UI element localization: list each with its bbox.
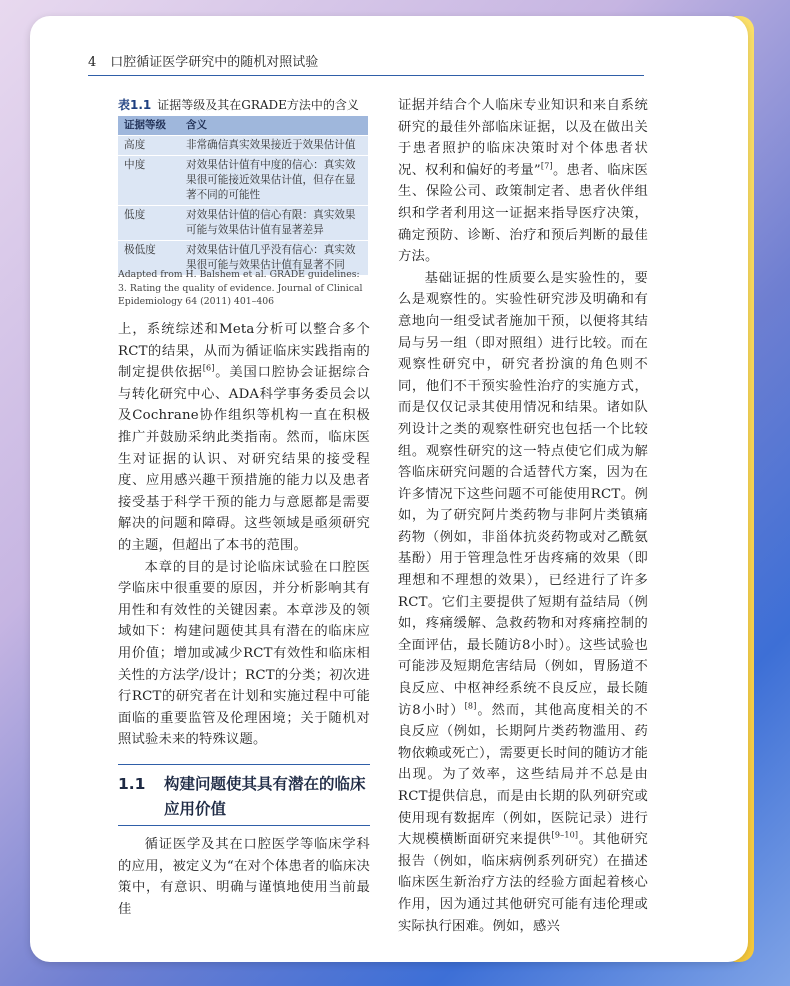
- table-source-note: Adapted from H. Balshem et al. GRADE guidelines: 3. Rating the quality of evidence. Journal of Clinical Epidemiology 64 (2011) 401–406: [118, 269, 363, 307]
- section-title: 构建问题使其具有潜在的临床应用价值: [164, 775, 366, 818]
- citation-ref: [8]: [464, 701, 477, 711]
- chapter-title: 口腔循证医学研究中的随机对照试验: [110, 55, 319, 70]
- paragraph: 本章的目的是讨论临床试验在口腔医学临床中很重要的原因，并分析影响其有用性和有效性的关键因素。本章涉及的领域如下：构建问题使其具有潜在的临床应用价值；增加或减少RCT有效性和临床相关性的方法学/设计；RCT的分类；初次进行RCT的研究者在计划和实施过程中可能面临的重要监管及伦理困境；关于随机对照试验未来的特殊议题。: [118, 559, 370, 748]
- section-number: 1.1: [118, 775, 146, 793]
- citation-ref: [7]: [540, 161, 553, 171]
- paragraph: 上，系统综述和Meta分析可以整合多个RCT的结果，从而为循证临床实践指南的制定提供依据[6]。美国口腔协会证据综合与转化研究中心、ADA科学事务委员会以及Cochrane协作组织等机构一直在积极推广并鼓励采纳此类指南。然而，临床医生对证据的认识、对研究结果的接受程度、应用感兴趣干预措施的能力以及患者接受基于科学干预的能力与意愿都是需要解决的问题和障碍。这些领域是亟须研究的主题，但超出了本书的范围。: [118, 322, 371, 553]
- paragraph: 证据并结合个人临床专业知识和来自系统研究的最佳外部临床证据，以及在做出关于患者照护的临床决策时对个体患者状况、权利和偏好的考量”[7]。患者、临床医生、保险公司、政策制定者、患者伙伴组织和学者利用这一证据来指导医疗决策，确定预防、诊断、治疗和预后判断的最佳方法。: [398, 98, 648, 265]
- left-column-text: [118, 319, 370, 751]
- cell-level: 中度: [118, 156, 180, 206]
- cell-meaning: 对效果估计值的信心有限：真实效果可能与效果估计值有显著差异: [180, 206, 368, 241]
- cell-meaning: 对效果估计值几乎没有信心：真实效果很可能与效果估计值有显著不同: [180, 241, 368, 276]
- table-row: [118, 206, 368, 241]
- cell-meaning: 对效果估计值有中度的信心：真实效果很可能接近效果估计值，但存在显著不同的可能性: [180, 156, 368, 206]
- table-row: [118, 156, 368, 206]
- cell-level: 低度: [118, 206, 180, 241]
- section-heading: [118, 772, 370, 822]
- page-number: 4: [88, 55, 97, 70]
- table-label: 表1.1: [118, 98, 152, 112]
- running-header: [88, 46, 644, 76]
- citation-ref: [6]: [202, 363, 215, 373]
- cell-level: 极低度: [118, 241, 180, 276]
- column-header-level: 证据等级: [118, 116, 180, 136]
- cell-level: 高度: [118, 136, 180, 156]
- section-rule-top: [118, 764, 370, 765]
- table-title: 证据等级及其在GRADE方法中的含义: [157, 98, 359, 112]
- section-rule-bottom: [118, 825, 370, 826]
- cell-meaning: 非常确信真实效果接近于效果估计值: [180, 136, 368, 156]
- table-caption: [118, 96, 370, 113]
- citation-ref: [9–10]: [551, 830, 579, 840]
- table-row: [118, 136, 368, 156]
- right-column-text: [398, 95, 648, 937]
- table-header-row: [118, 116, 368, 136]
- grade-table: [118, 116, 368, 275]
- column-header-meaning: 含义: [180, 116, 368, 136]
- paragraph: 循证医学及其在口腔医学等临床学科的应用，被定义为“在对个体患者的临床决策中，有意识、明确与谨慎地使用当前最佳: [118, 837, 370, 917]
- paragraph: 基础证据的性质要么是实验性的，要么是观察性的。实验性研究涉及明确和有意地向一组受试者施加干预，以便将其结局与另一组（即对照组）进行比较。而在观察性研究中，研究者扮演的角色则不同，他们不干预实验性治疗的实施方式，而是仅仅记录其使用情况和结果。诸如队列设计之类的观察性研究也包括一个比较组。观察性研究的这一特点使它们成为解答临床研究问题的合适替代方案，因为在许多情况下这些问题不可能使用RCT。例如，为了研究阿片类药物与非阿片类镇痛药物（例如，非甾体抗炎药物或对乙酰氨基酚）用于管理急性牙齿疼痛的效果（即理想和不理想的效果），已经进行了许多RCT。它们主要提供了短期有益结局（例如，疼痛缓解、急救药物和对疼痛控制的全面评估，最长随访8小时）。这些试验也可能涉及短期危害结局（例如，胃肠道不良反应、中枢神经系统不良反应，最长随访8小时）[8]。然而，其他高度相关的不良反应（例如，长期阿片类药物滥用、药物依赖或死亡），需要更长时间的随访才能出现。为了效率，这些结局并不总是由RCT提供信息，而是由长期的队列研究或使用现有数据库（例如，医院记录）进行大规模横断面研究来提供[9–10]。其他研究报告（例如，临床病例系列研究）在描述临床医生新治疗方法的经验方面起着核心作用，因为通过其他研究可能有违伦理或实际执行困难。例如，感兴: [398, 270, 649, 934]
